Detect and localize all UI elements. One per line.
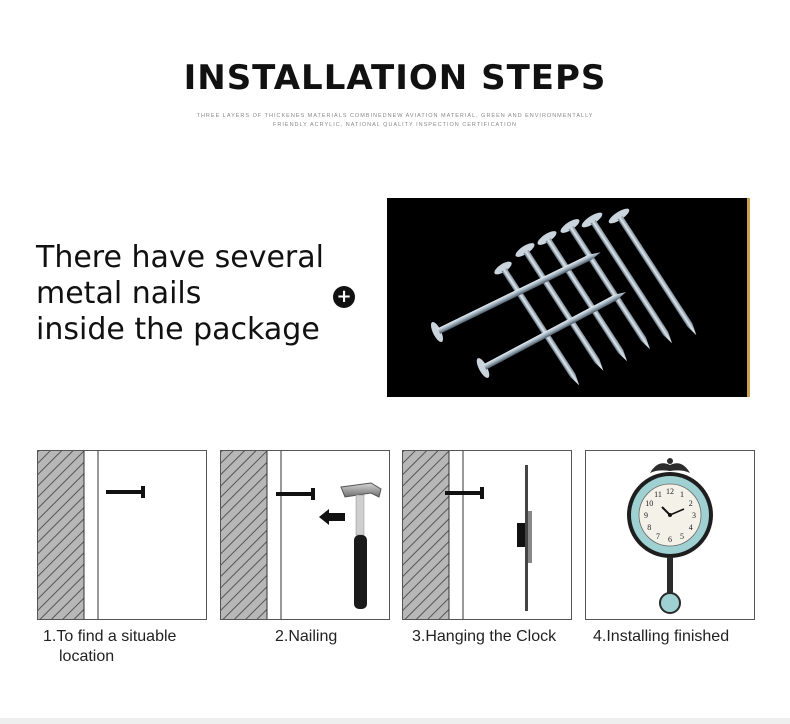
package-text-line-1: There have several xyxy=(36,240,324,275)
arrow-left-icon xyxy=(319,509,345,525)
clock-numeral: 3 xyxy=(692,511,696,520)
clock-numeral: 6 xyxy=(668,535,672,544)
package-contents-text xyxy=(36,240,324,348)
clock-numeral: 11 xyxy=(654,490,662,500)
nail-icon xyxy=(276,488,315,500)
page-subtitle xyxy=(195,112,595,130)
step-3-label: 3.Hanging the Clock xyxy=(412,628,557,645)
clock-numeral: 4 xyxy=(688,523,693,532)
clock-numeral: 9 xyxy=(644,511,648,520)
pendulum-clock-icon xyxy=(586,451,755,620)
nail-icon xyxy=(106,486,145,498)
clock-pendulum xyxy=(660,557,680,613)
step-4-label: 4.Installing finished xyxy=(593,628,730,645)
clock-numeral: 8 xyxy=(647,523,652,532)
step-2-panel xyxy=(220,450,390,620)
package-text-line-2: metal nails xyxy=(36,276,202,311)
step-4-panel xyxy=(585,450,755,620)
clock-numeral: 1 xyxy=(680,490,684,500)
step-1-panel xyxy=(37,450,207,620)
step-1-label: 1.To find a situable location xyxy=(43,628,177,665)
subtitle-line-2: FRIENDLY ACRYLIC, NATIONAL QUALITY INSPECTION CERTIFICATION xyxy=(273,122,517,128)
package-text-line-3: inside the package xyxy=(36,312,320,347)
subtitle-line-1: THREE LAYERS OF THICKENES MATERIALS COMBINEDNEW AVIATION MATERIAL, GREEN AND ENVIRONMENTALLY xyxy=(196,113,594,119)
nail-icon xyxy=(445,487,484,499)
hammer-shape xyxy=(341,483,381,609)
clock-numeral: 2 xyxy=(688,499,693,508)
bottom-divider xyxy=(0,718,790,724)
hammer-icon xyxy=(221,451,390,620)
nails-photo xyxy=(387,198,750,397)
step-2-label: 2.Nailing xyxy=(275,628,338,645)
nail-upright-group xyxy=(492,206,706,391)
clock-numeral: 10 xyxy=(645,499,654,508)
wall-nail-icon xyxy=(38,451,207,620)
plus-circle-icon: + xyxy=(333,286,355,308)
clock-numeral: 7 xyxy=(656,531,660,541)
step-3-panel xyxy=(402,450,572,620)
clock-side-profile xyxy=(517,465,532,611)
hanging-clock-side-icon xyxy=(403,451,572,620)
nails-illustration xyxy=(387,198,750,397)
clock-crown xyxy=(650,458,690,473)
clock-numeral: 5 xyxy=(680,531,684,541)
clock-numeral: 12 xyxy=(666,487,674,496)
page-title: INSTALLATION STEPS xyxy=(183,58,607,98)
